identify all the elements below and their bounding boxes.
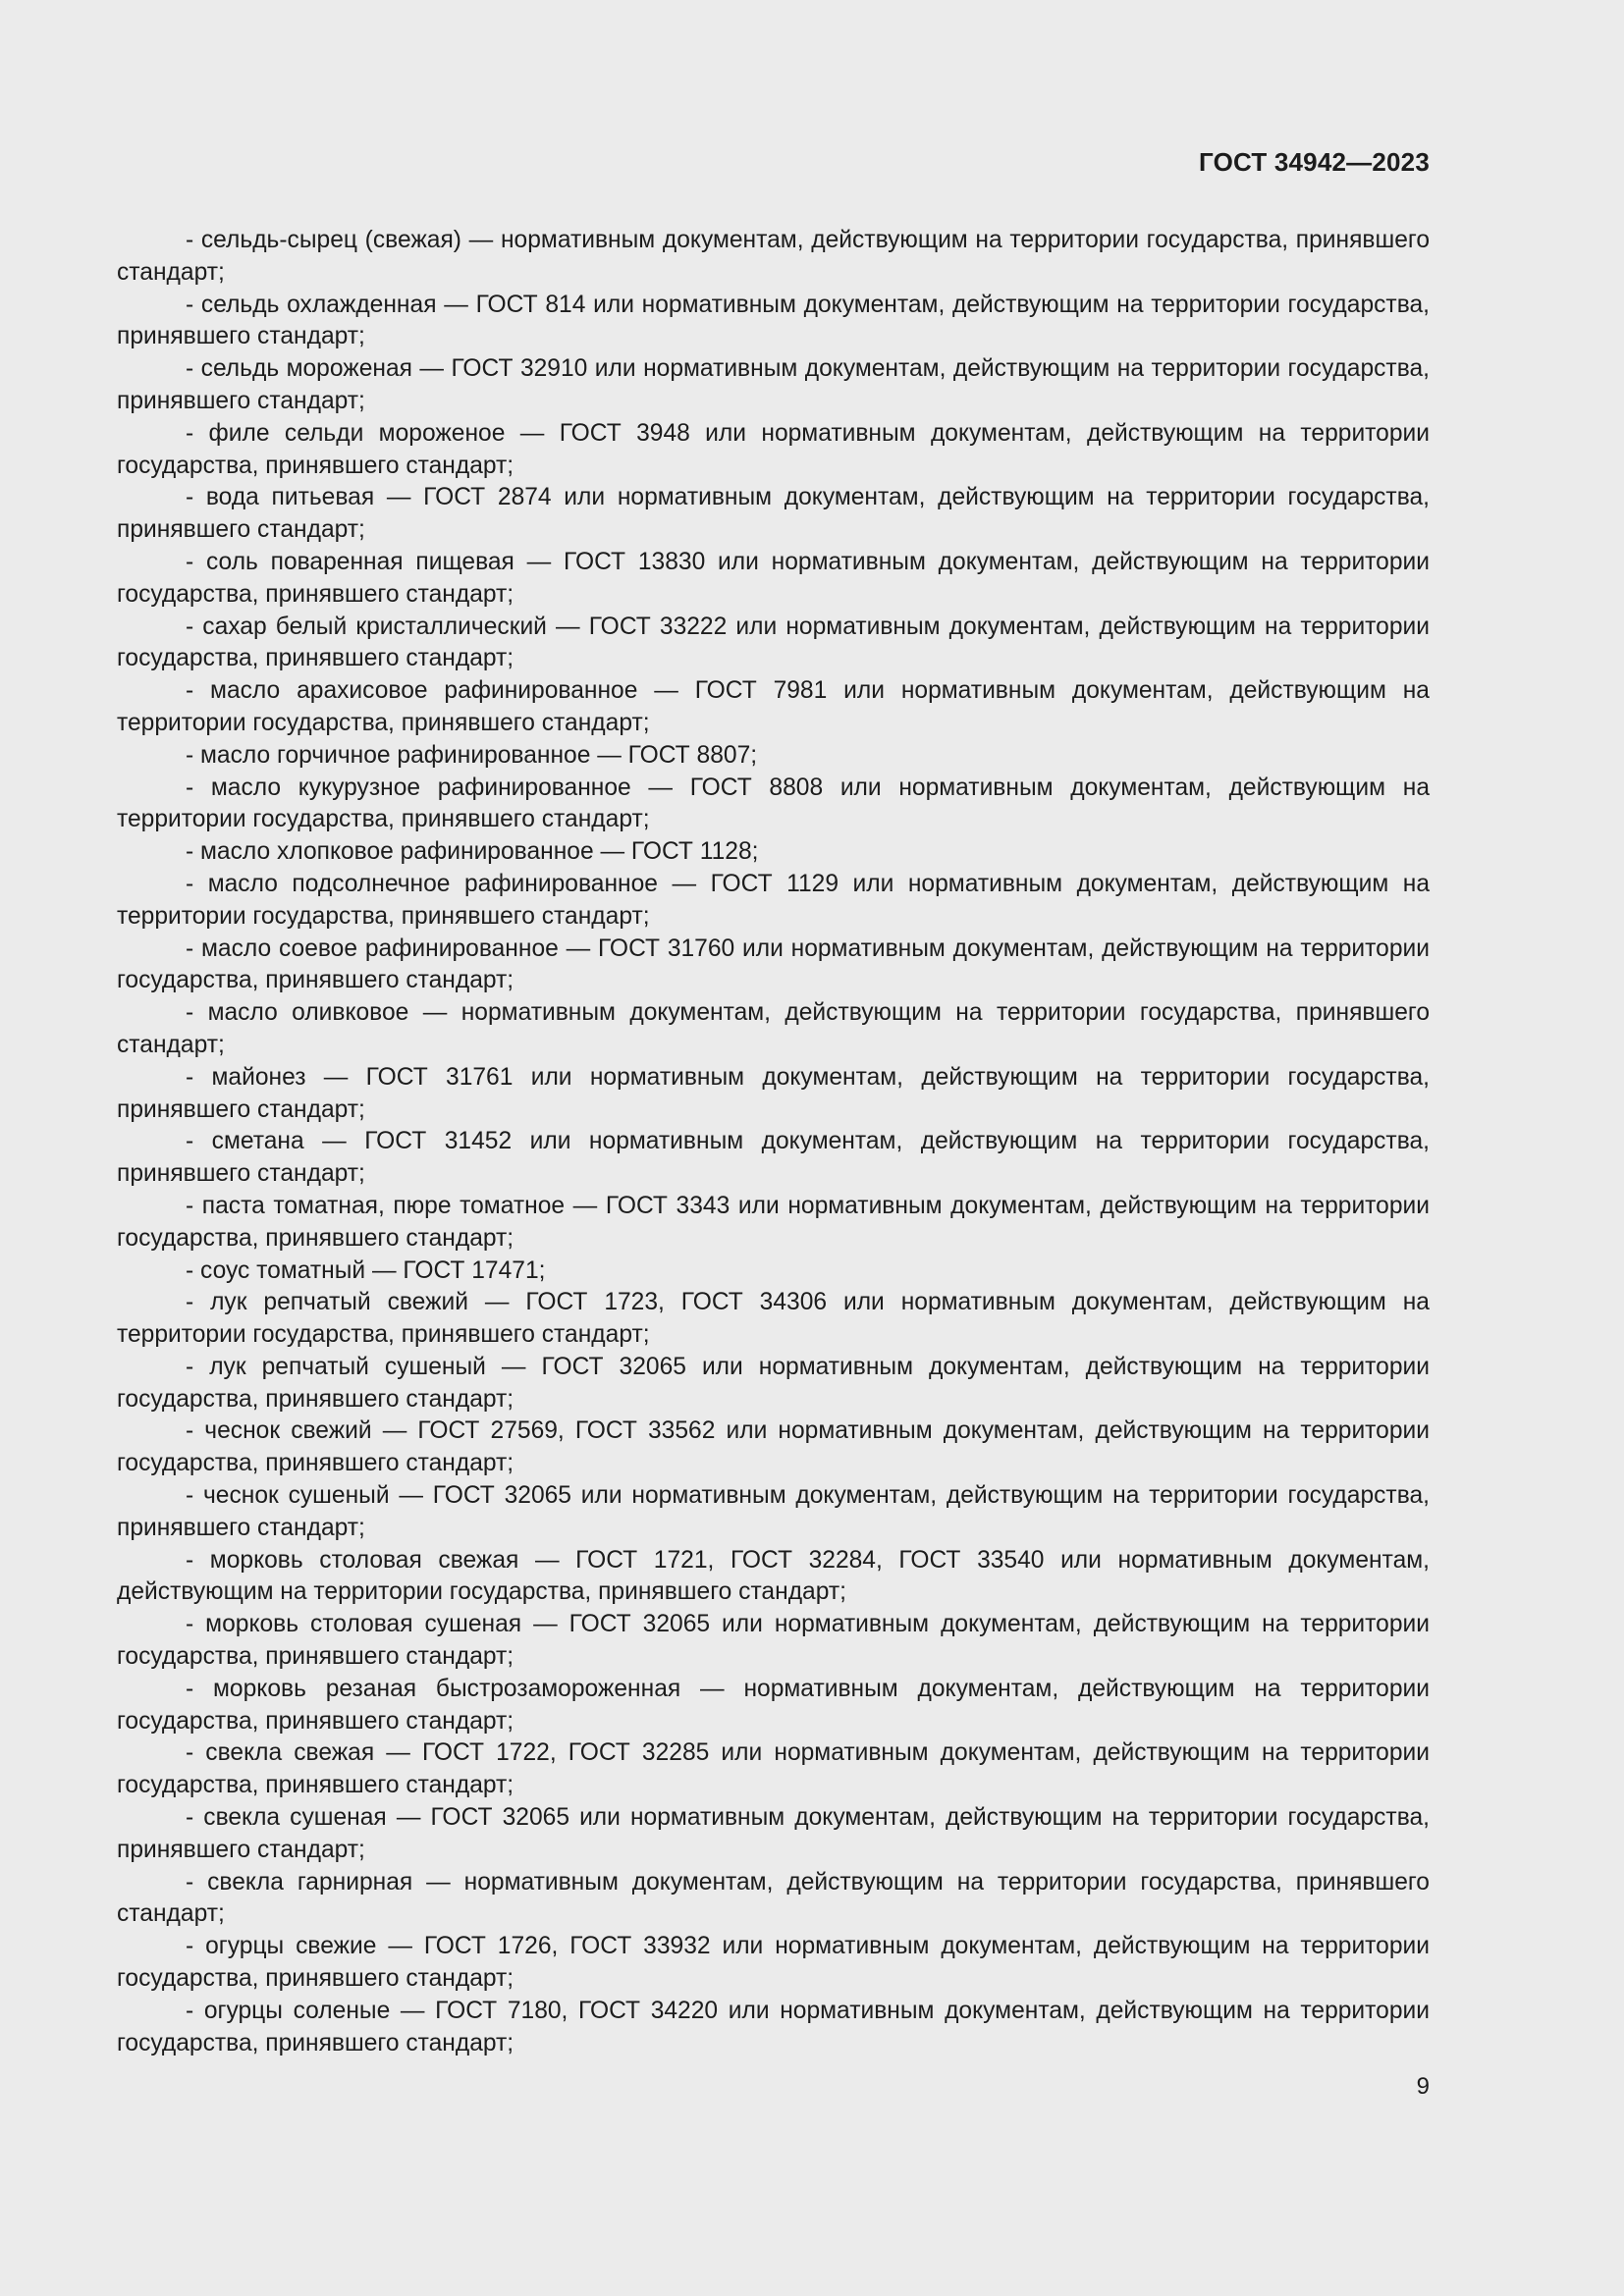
list-item: - масло кукурузное рафинированное — ГОСТ 8808 или нормативным документам, действующим на территории государства, принявшего стандарт; xyxy=(117,774,1430,833)
list-item: - чеснок сушеный — ГОСТ 32065 или нормативным документам, действующим на территории государства, принявшего стандарт; xyxy=(117,1482,1430,1541)
list-item: - свекла свежая — ГОСТ 1722, ГОСТ 32285 или нормативным документам, действующим на территории государства, принявшего стандарт; xyxy=(117,1739,1430,1799)
list-item: - масло оливковое — нормативным документам, действующим на территории государства, принявшего стандарт; xyxy=(117,999,1430,1058)
list-item: - свекла гарнирная — нормативным документам, действующим на территории государства, принявшего стандарт; xyxy=(117,1868,1430,1928)
list-item: - масло соевое рафинированное — ГОСТ 31760 или нормативным документам, действующим на территории государства, принявшего стандарт; xyxy=(117,934,1430,994)
list-item: - сахар белый кристаллический — ГОСТ 33222 или нормативным документам, действующим на территории государства, принявшего стандарт; xyxy=(117,613,1430,672)
list-item: - морковь столовая свежая — ГОСТ 1721, ГОСТ 32284, ГОСТ 33540 или нормативным документам, действующим на территории государства, принявшего стандарт; xyxy=(117,1546,1430,1606)
list-item: - сметана — ГОСТ 31452 или нормативным документам, действующим на территории государства, принявшего стандарт; xyxy=(117,1128,1430,1188)
list-item: - майонез — ГОСТ 31761 или нормативным документам, действующим на территории государства, принявшего стандарт; xyxy=(117,1063,1430,1123)
list-item: - сельдь охлажденная — ГОСТ 814 или нормативным документам, действующим на территории государства, принявшего стандарт; xyxy=(117,291,1430,350)
list-item: - лук репчатый сушеный — ГОСТ 32065 или нормативным документам, действующим на территории государства, принявшего стандарт; xyxy=(117,1353,1430,1413)
list-item: - соль поваренная пищевая — ГОСТ 13830 или нормативным документам, действующим на территории государства, принявшего стандарт; xyxy=(117,548,1430,608)
list-item: - соус томатный — ГОСТ 17471; xyxy=(186,1256,546,1284)
list-item: - морковь резаная быстрозамороженная — нормативным документам, действующим на территории государства, принявшего стандарт; xyxy=(117,1675,1430,1735)
list-item: - масло хлопковое рафинированное — ГОСТ 1128; xyxy=(186,838,759,866)
list-item: - масло арахисовое рафинированное — ГОСТ 7981 или нормативным документам, действующим на территории государства, принявшего стандарт; xyxy=(117,677,1430,736)
list-item: - масло подсолнечное рафинированное — ГОСТ 1129 или нормативным документам, действующим на территории государства, принявшего стандарт; xyxy=(117,870,1430,930)
list-item: - морковь столовая сушеная — ГОСТ 32065 или нормативным документам, действующим на территории государства, принявшего стандарт; xyxy=(117,1611,1430,1671)
requirements-list xyxy=(117,225,1430,2059)
list-item: - огурцы свежие — ГОСТ 1726, ГОСТ 33932 или нормативным документам, действующим на территории государства, принявшего стандарт; xyxy=(117,1933,1430,1993)
list-item: - свекла сушеная — ГОСТ 32065 или нормативным документам, действующим на территории государства, принявшего стандарт; xyxy=(117,1804,1430,1863)
list-item: - чеснок свежий — ГОСТ 27569, ГОСТ 33562 или нормативным документам, действующим на территории государства, принявшего стандарт; xyxy=(117,1417,1430,1477)
list-item: - вода питьевая — ГОСТ 2874 или нормативным документам, действующим на территории государства, принявшего стандарт; xyxy=(117,484,1430,544)
list-item: - сельдь мороженая — ГОСТ 32910 или нормативным документам, действующим на территории государства, принявшего стандарт; xyxy=(117,355,1430,414)
standard-designation: ГОСТ 34942—2023 xyxy=(1199,147,1430,177)
page-number: 9 xyxy=(1416,2073,1430,2100)
list-item: - филе сельди мороженое — ГОСТ 3948 или нормативным документам, действующим на территории государства, принявшего стандарт; xyxy=(117,419,1430,479)
list-item: - сельдь-сырец (свежая) — нормативным документам, действующим на территории государства, принявшего стандарт; xyxy=(117,227,1430,286)
list-item: - паста томатная, пюре томатное — ГОСТ 3343 или нормативным документам, действующим на территории государства, принявшего стандарт; xyxy=(117,1192,1430,1252)
list-item: - огурцы соленые — ГОСТ 7180, ГОСТ 34220 или нормативным документам, действующим на территории государства, принявшего стандарт; xyxy=(117,1997,1430,2056)
list-item: - лук репчатый свежий — ГОСТ 1723, ГОСТ 34306 или нормативным документам, действующим на территории государства, принявшего стандарт; xyxy=(117,1289,1430,1349)
list-item: - масло горчичное рафинированное — ГОСТ 8807; xyxy=(186,741,758,769)
